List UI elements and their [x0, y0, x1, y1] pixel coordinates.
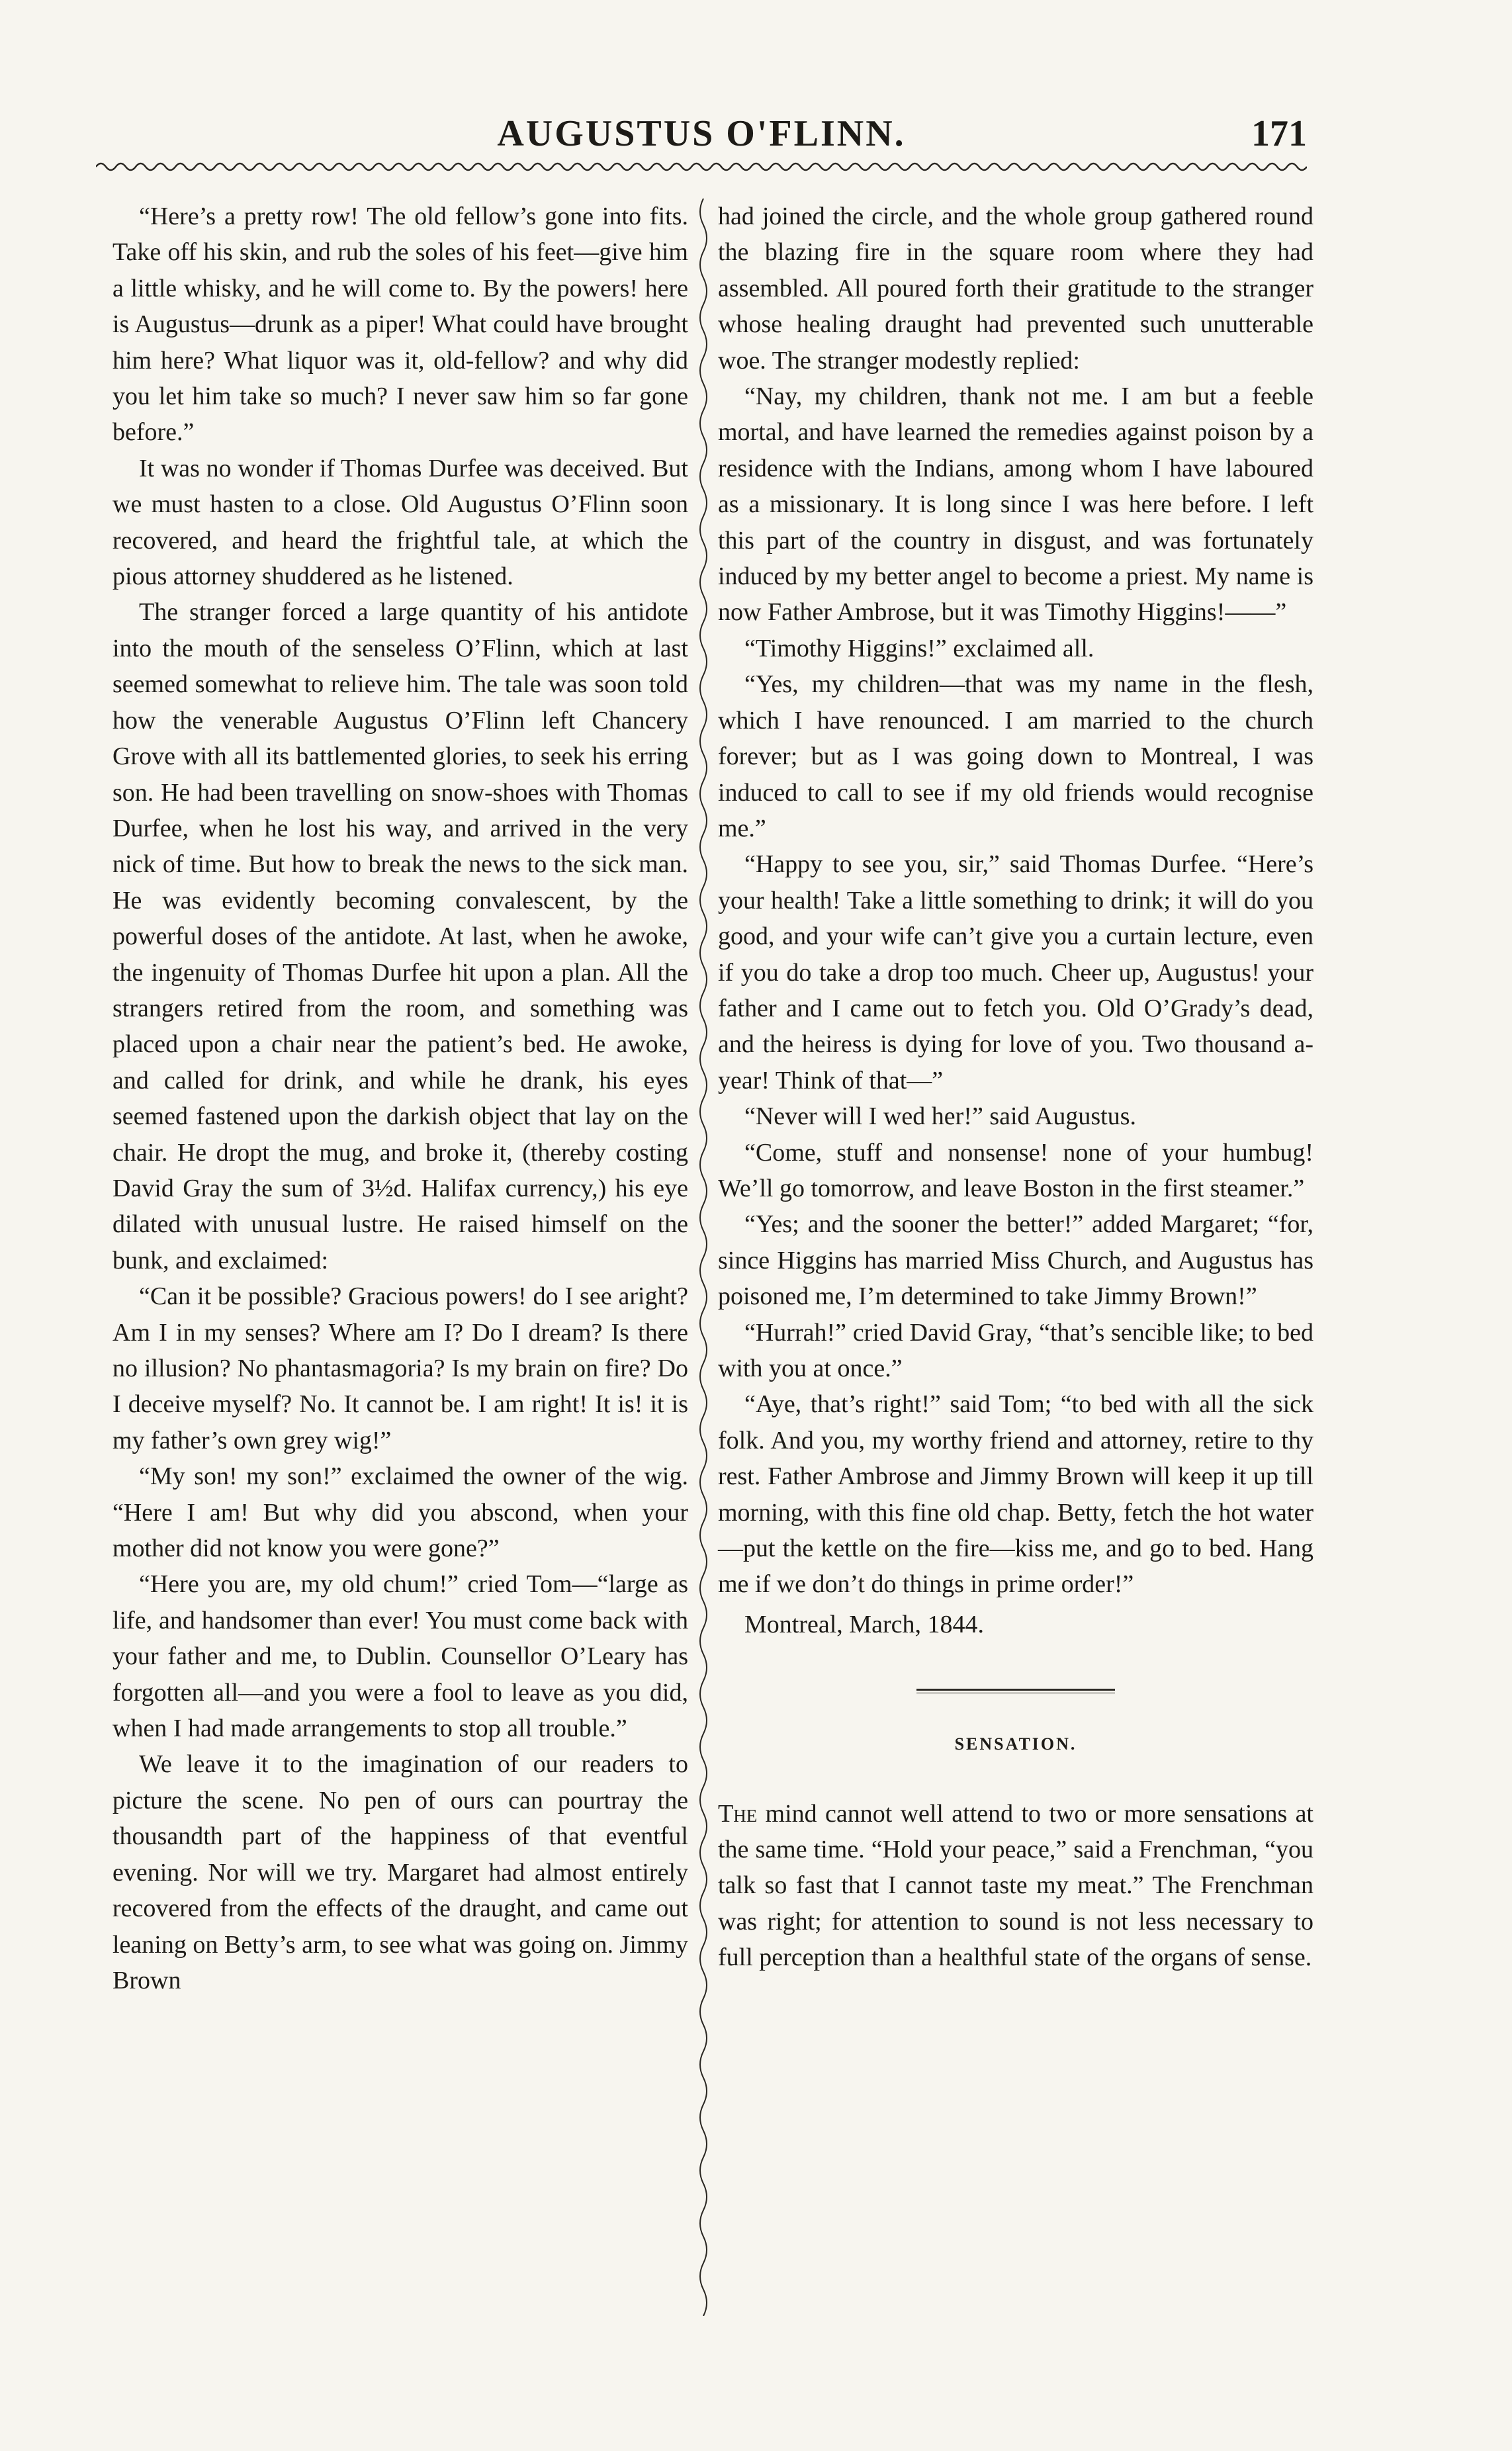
paragraph: “Timothy Higgins!” exclaimed all.: [744, 634, 1094, 662]
left-column: [112, 199, 688, 1998]
paragraph: had joined the circle, and the whole group gathered round the blazing fire in the square room where they had assembled. All poured forth their gratitude to the stranger whose healing draught had prevented such unutterable woe. The stranger modestly replied:: [718, 202, 1313, 375]
page-number: 171: [1251, 113, 1307, 154]
section-body: [718, 1796, 1313, 1976]
paragraph: “Here’s a pretty row! The old fellow’s gone into fits. Take off his skin, and rub the soles of his feet—give him a little whisky, and he will come to. By the powers! here is Augustus—drunk as a piper! What could have brought him here? What liquor was it, old-fellow? and why did you let him take so much? I never saw him so far gone before.”: [112, 202, 688, 447]
paragraph: “Can it be possible? Gracious powers! do I see aright? Am I in my senses? Where am I? Do I dream? Is there no illusion? No phantasmagoria? Is my brain on fire? Do I deceive myself? No. It cannot be. I am right! It is! it is my father’s own grey wig!”: [112, 1282, 688, 1454]
section-divider-rule: [916, 1689, 1115, 1693]
running-title: AUGUSTUS O'FLINN.: [497, 113, 906, 154]
paragraph: “Hurrah!” cried David Gray, “that’s sencible like; to bed with you at once.”: [718, 1318, 1313, 1382]
section-title: SENSATION.: [954, 1734, 1077, 1754]
section-lead-word: The: [718, 1799, 758, 1828]
paragraph: “Nay, my children, thank not me. I am but a feeble mortal, and have learned the remedies against poison by a residence with the Indians, among whom I have laboured as a missionary. It is long since I was here before. I left this part of the country in disgust, and was fortunately induced by my better angel to become a priest. My name is now Father Ambrose, but it was Timothy Higgins!——”: [718, 382, 1313, 627]
paragraph: “My son! my son!” exclaimed the owner of the wig. “Here I am! But why did you abscond, when your mother did not know you were gone?”: [112, 1462, 688, 1563]
paragraph: “Never will I wed her!” said Augustus.: [744, 1102, 1137, 1131]
header-wavy-rule: [96, 159, 1307, 176]
right-column: [718, 199, 1313, 1976]
paragraph: “Happy to see you, sir,” said Thomas Durfee. “Here’s your health! Take a little something to drink; it will do you good, and your wife can’t give you a curtain lecture, even if you do take a drop too much. Cheer up, Augustus! your father and I came out to fetch you. Old O’Grady’s dead, and the heiress is dying for love of you. Two thousand a-year! Think of that—”: [718, 850, 1313, 1094]
paragraph: “Yes, my children—that was my name in the flesh, which I have renounced. I am married to the church forever; but as I was going down to Montreal, I was induced to call to see if my old friends would recognise me.”: [718, 670, 1313, 842]
paragraph: “Come, stuff and nonsense! none of your humbug! We’ll go tomorrow, and leave Boston in the first steamer.”: [718, 1138, 1313, 1202]
dateline: Montreal, March, 1844.: [744, 1610, 984, 1638]
section-body-text: mind cannot well attend to two or more sensations at the same time. “Hold your peace,” said a Frenchman, “you talk so fast that I cannot taste my meat.” The Frenchman was right; for attention to sound is not less necessary to full perception than a healthful state of the organs of sense.: [718, 1799, 1313, 1972]
paragraph: We leave it to the imagination of our readers to picture the scene. No pen of ours can pourtray the thousandth part of the happiness of that eventful evening. Nor will we try. Margaret had almost entirely recovered from the effects of the draught, and came out leaning on Betty’s arm, to see what was going on. Jimmy Brown: [112, 1750, 688, 1994]
column-divider: [695, 199, 712, 2316]
paragraph: “Yes; and the sooner the better!” added Margaret; “for, since Higgins has married Miss Church, and Augustus has poisoned me, I’m determined to take Jimmy Brown!”: [718, 1210, 1313, 1311]
paragraph: It was no wonder if Thomas Durfee was deceived. But we must hasten to a close. Old Augustus O’Flinn soon recovered, and heard the frightful tale, at which the pious attorney shuddered as he listened.: [112, 454, 688, 591]
paragraph: “Here you are, my old chum!” cried Tom—“large as life, and handsomer than ever! You must come back with your father and me, to Dublin. Counsellor O’Leary has forgotten all—and you were a fool to leave as you did, when I had made arrangements to stop all trouble.”: [112, 1570, 688, 1743]
paragraph: The stranger forced a large quantity of his antidote into the mouth of the senseless O’Flinn, which at last seemed somewhat to relieve him. The tale was soon told how the venerable Augustus O’Flinn left Chancery Grove with all its battlemented glories, to seek his erring son. He had been travelling on snow-shoes with Thomas Durfee, when he lost his way, and arrived in the very nick of time. But how to break the news to the sick man. He was evidently becoming convalescent, by the powerful doses of the antidote. At last, when he awoke, the ingenuity of Thomas Durfee hit upon a plan. All the strangers retired from the room, and something was placed upon a chair near the patient’s bed. He awoke, and called for drink, and while he drank, his eyes seemed fastened upon the darkish object that lay on the chair. He dropt the mug, and broke it, (thereby costing David Gray the sum of 3½d. Halifax currency,) his eye dilated with unusual lustre. He raised himself on the bunk, and exclaimed:: [112, 598, 688, 1274]
paragraph: “Aye, that’s right!” said Tom; “to bed with all the sick folk. And you, my worthy friend and attorney, retire to thy rest. Father Ambrose and Jimmy Brown will keep it up till morning, with this fine old chap. Betty, fetch the hot water—put the kettle on the fire—kiss me, and go to bed. Hang me if we don’t do things in prime order!”: [718, 1390, 1313, 1599]
